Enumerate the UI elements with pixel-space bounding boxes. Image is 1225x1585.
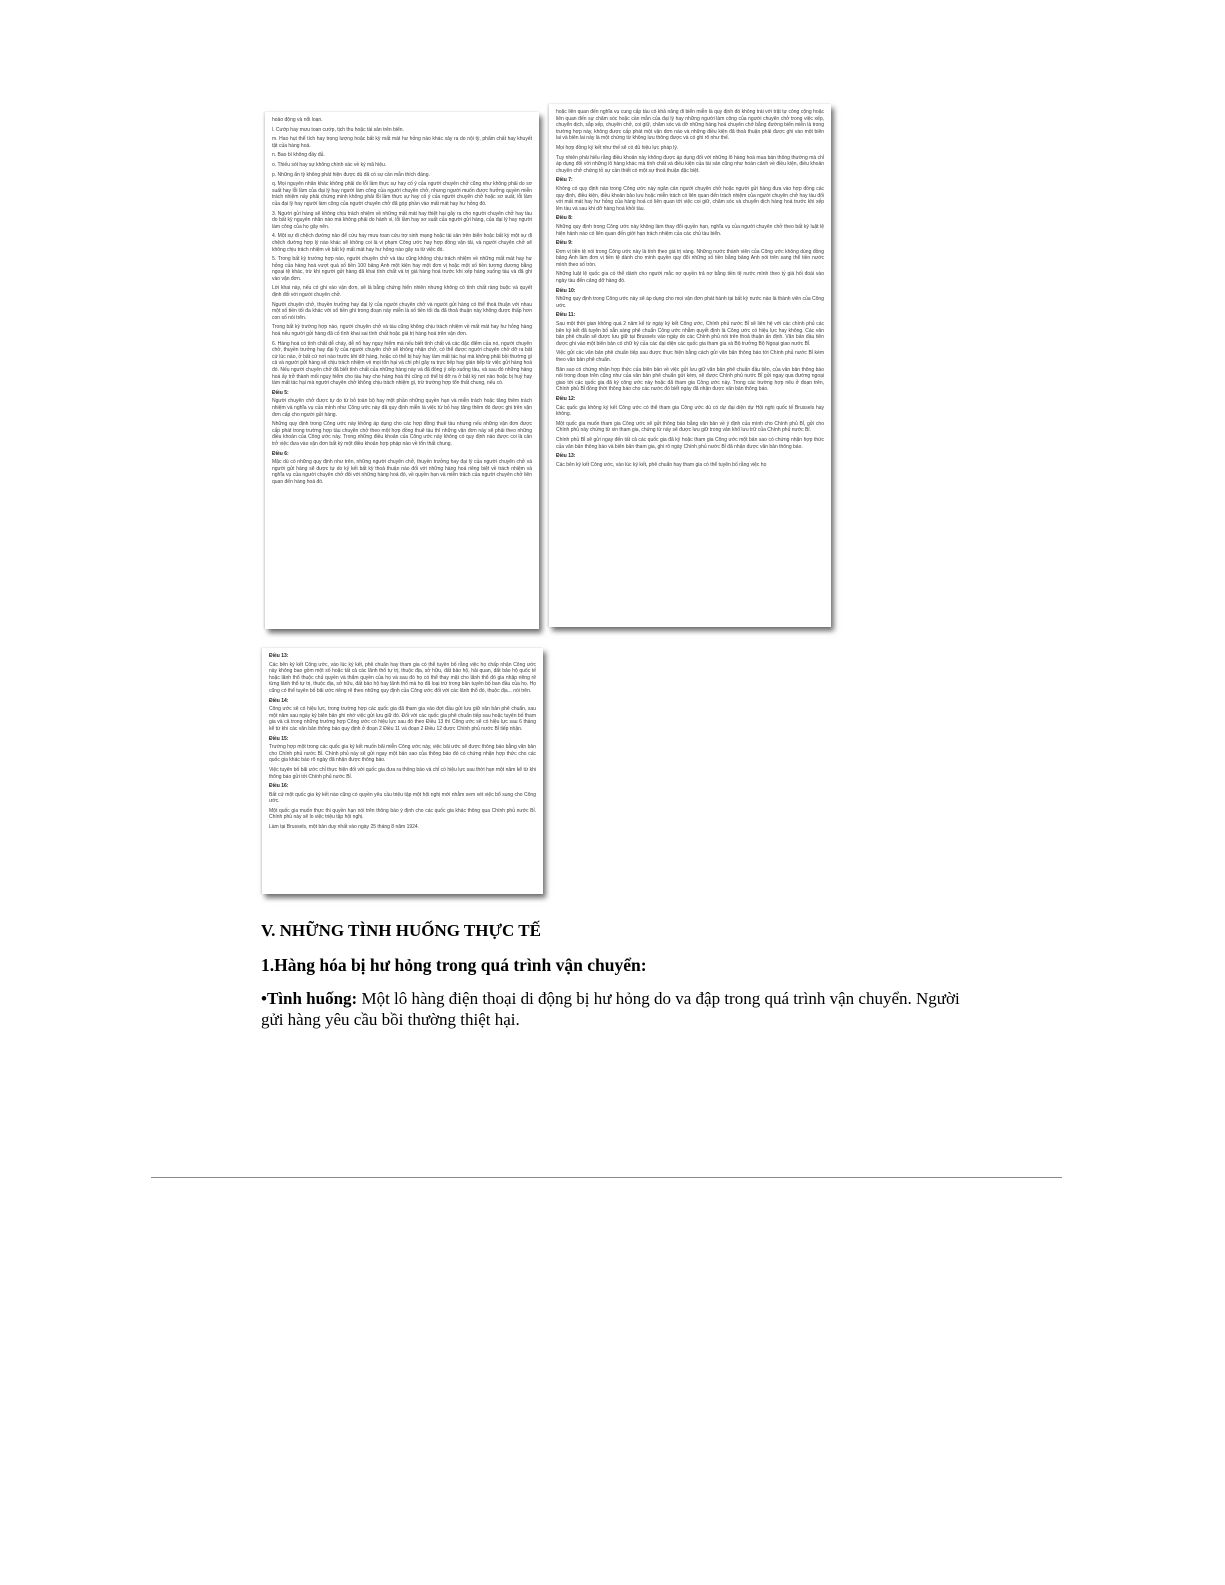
section-title: V. NHỮNG TÌNH HUỐNG THỰC TẾ xyxy=(261,921,541,940)
scan-paragraph: Điều 7: xyxy=(556,177,573,184)
scan-paragraph: Các quốc gia không ký kết Công ước có thể tham gia Công ước dù có dự đại diện dự Hội nghị quốc tế Brussels hay không. xyxy=(556,404,824,418)
scan-paragraph: Tuy nhiên phải hiểu rằng điều khoản này không được áp dụng đối với những lô hàng hoá mua bán thông thường mà chỉ áp dụng đối với những lô hàng khác mà tính chất và điều kiện của tài sản cũng như hoàn cảnh về điều kiện, điều khoản chuyên chở chứng tỏ sự cần thiết có một sự thoả thuận đặc biệt. xyxy=(556,154,824,174)
scan-paragraph: 3. Người gửi hàng sẽ không chịu trách nhiệm về những mất mát hay thiệt hại gây ra cho người chuyên chở hay tàu do bất kỳ nguyên nhân nào mà không phải do hành vi, lỗi lầm hay sơ suất của người gửi hàng, của đại lý hay người làm công của họ gây nên. xyxy=(272,210,532,230)
case-description xyxy=(261,988,981,1030)
scan-paragraph: Trong bất kỳ trường hợp nào, người chuyên chở và tàu cũng không chịu trách nhiệm về mất mát hay hư hỏng hàng hoá nếu người gửi hàng đã cố tình khai sai tính chất hoặc giá trị hàng hoá trên vận đơn. xyxy=(272,324,532,338)
scan-paragraph: Sau một thời gian không quá 2 năm kể từ ngày ký kết Công ước, Chính phủ nước Bỉ sẽ liên hệ với các chính phủ các bên ký kết đã tuyên bố sẵn sàng phê chuẩn Công ước nhằm quyết định là Công ước có hiệu lực hay không. Các văn bản phê chuẩn sẽ được lưu giữ tại Brussels vào ngày do các Chính phủ nói trên thoả thuận ấn định. Văn bản đầu tiên được ghi vào một biên bản có chữ ký của các đại diện các quốc gia tham gia và Bộ trưởng Bộ Ngoại giao nước Bỉ. xyxy=(556,321,824,347)
scan-paragraph: 4. Một sự đi chệch đường nào để cứu hay mưu toan cứu trợ sinh mạng hoặc tài sản trên biển hoặc bất kỳ một sự đi chệch đường hợp lý nào khác sẽ không coi là vi phạm Công ước hay hợp đồng vận tải, và người chuyên chở sẽ không chịu trách nhiệm về bất kỳ mất mát hay hư hỏng nào gây ra từ việc đó. xyxy=(272,233,532,253)
scan-paragraph: Điều 12: xyxy=(556,395,576,402)
scan-paragraph: Điều 16: xyxy=(269,783,289,790)
scan-paragraph: Lời khai này, nếu có ghi vào vận đơn, sẽ là bằng chứng hiển nhiên nhưng không có tính chất ràng buộc và quyết định đối với người chuyên chở. xyxy=(272,285,532,299)
scan-paragraph: 5. Trong bất kỳ trường hợp nào, người chuyên chở và tàu cũng không chịu trách nhiệm về những mất mát hay hư hỏng của hàng hoá vượt quá số tiền 100 bảng Anh một kiện hay một đơn vị hoặc một số tiền tương đương bằng ngoại tệ khác, trừ khi người gửi hàng đã khai tính chất và trị giá hàng hoá trước khi xếp hàng xuống tàu và đã ghi vào vận đơn. xyxy=(272,256,532,282)
scan-paragraph: Một quốc gia muốn thực thi quyền hạn nói trên thông báo ý định cho các quốc gia khác thông qua Chính phủ nước Bỉ. Chính phủ này sẽ lo việc triệu tập hội nghị. xyxy=(269,807,536,821)
scan-paragraph: Những quy định trong Công ước này không áp dụng cho các hợp đồng thuê tàu nhưng nếu những vận đơn được cấp phát trong trường hợp tàu chuyên chở theo một hợp đồng thuê tàu thì những vận đơn này sẽ phải theo những điều khoản của Công ước này. Trong những điều khoản của Công ước này không có quy định nào được coi là cản trở việc đưa vào vận đơn bất kỳ một điều khoản hợp pháp nào về tổn thất chung. xyxy=(272,421,532,447)
scan-paragraph: Điều 13: xyxy=(556,453,576,460)
case-text: Một lô hàng điện thoại di động bị hư hỏng do va đập trong quá trình vận chuyển. Người gửi hàng yêu cầu bồi thường thiệt hại. xyxy=(261,989,960,1029)
scan-paragraph: Điều 14: xyxy=(269,697,289,704)
scan-paragraph: Đơn vị tiền tệ nói trong Công ước này là tính theo giá trị vàng. Những nước thành viên của Công ước không dùng đồng bảng Anh làm đơn vị tiền tệ dành cho mình quyền quy đổi những số tiền bằng bảng Anh nói trên sang thể tiền nước mình theo số tròn. xyxy=(556,248,824,268)
scan-paragraph: Việc gửi các văn bản phê chuẩn tiếp sau được thực hiện bằng cách gửi văn bản thông báo tới Chính phủ nước Bỉ kèm theo văn bản phê chuẩn. xyxy=(556,350,824,363)
case-title: 1.Hàng hóa bị hư hỏng trong quá trình vận chuyển: xyxy=(261,955,647,975)
scanned-page-left xyxy=(265,112,539,629)
scan-paragraph: 6. Hàng hoá có tính chất dễ cháy, dễ nổ hay nguy hiểm mà nếu biết tính chất và các đặc điểm của nó, người chuyên chở, thuyền trưởng hay đại lý của người chuyên chở sẽ không nhận chở, có thể được người chuyên chở dỡ ra bất cứ lúc nào, ở bất cứ nơi nào trước khi dỡ hàng, hoặc có thể bị huỷ hay làm mất tác hại mà không phải bồi thường gì cả và người gửi hàng sẽ chịu trách nhiệm về mọi tổn hại và chi phí gây ra trực tiếp hay gián tiếp từ việc gửi hàng hoá đó. Nếu người chuyên chở đã biết tính chất của những hàng này và đã đồng ý xếp xuống tàu, và sau đó những hàng hoá ấy trở thành mối nguy hiểm cho tàu hay cho hàng hoá thì cũng có thể bị dỡ ra ở bất kỳ nơi nào hoặc bị huỷ hay làm mất tác hại mà người chuyên chở không chịu trách nhiệm gì, trừ trường hợp tổn thất chung, nếu có. xyxy=(272,340,532,387)
scan-paragraph: Điều 13: xyxy=(269,653,289,659)
scan-paragraph: Công ước sẽ có hiệu lực, trong trường hợp các quốc gia đã tham gia vào đợt đầu gửi lưu giữ văn bản phê chuẩn, sau một năm sau ngày ký biên bản ghi nhớ việc gửi lưu giữ đó. Đối với các quốc gia phê chuẩn tiếp sau hoặc tuyên bố tham gia và cả trong những trường hợp Công ước có hiệu lực sau đó theo Điều 13 thì Công ước sẽ có hiệu lực sau 6 tháng kể từ khi các văn bản thông báo quy định ở đoạn 2 Điều 11 và đoạn 2 Điều 12 được Chính phủ nước Bỉ tiếp nhận. xyxy=(269,706,536,732)
scan-paragraph: n. Bao bì không đầy đủ. xyxy=(272,152,325,159)
scan-paragraph: Các bên ký kết Công ước, vào lúc ký kết, phê chuẩn hay tham gia có thể tuyên bố rằng việc họ xyxy=(556,461,767,468)
scan-paragraph: Điều 5: xyxy=(272,389,289,396)
scan-paragraph: Làm tại Brussels, một bản duy nhất vào ngày 25 tháng 8 năm 1924. xyxy=(269,824,420,831)
scan-paragraph: Những quy định trong Công ước này sẽ áp dụng cho mọi vận đơn phát hành tại bất kỳ nước nào là thành viên của Công ước. xyxy=(556,296,824,309)
scanned-page-right xyxy=(549,104,831,627)
scan-paragraph: hoặc liên quan đến nghĩa vụ cung cấp tàu có khả năng đi biển miễn là quy định đó không trái với trật tự công cộng hoặc liên quan đến sự chăm sóc hoặc cần mẫn của đại lý hay những người làm công của người chuyên chở trong việc xếp, chuyển dịch, sắp xếp, chuyên chở, coi giữ, chăm sóc và dỡ những hàng hoá chuyên chở bằng đường biển miễn là trong trường hợp này, không được cấp phát một vận đơn nào và những điều kiện đã thoả thuận phải được ghi vào một biên lai và biên lai này là một chứng từ không lưu thông được và có ghi rõ như thế. xyxy=(556,109,824,142)
scan-paragraph: p. Những ẩn tỳ không phát hiện được dù đã có sự cần mẫn thích đáng. xyxy=(272,171,430,178)
scan-paragraph: hoảo động và nổi loạn. xyxy=(272,117,323,123)
scan-paragraph: Mọi hợp đồng ký kết như thế sẽ có đủ hiệu lực pháp lý. xyxy=(556,144,679,151)
scan-paragraph: Bản sao có chứng nhận hợp thức của biên bản về việc gửi lưu giữ văn bản phê chuẩn đầu tiên, của văn bản thông báo nói trong đoạn trên cũng như của văn bản phê chuẩn gửi kèm, sẽ được Chính phủ nước Bỉ gửi ngay qua đường ngoại giao tới các quốc gia đã ký công ước này hoặc đã tham gia Công ước này. Trong các trường hợp nêu ở đoạn trên, Chính phủ Bỉ đồng thời thông báo cho các nước đó biết ngày đã nhận được văn bản thông báo. xyxy=(556,366,824,393)
scan-paragraph: m. Hao hụt thể tích hay trọng lượng hoặc bất kỳ mất mát hư hỏng nào khác xảy ra do nội tỳ, phẩm chất hay khuyết tật của hàng hoá. xyxy=(272,136,532,149)
scan-paragraph: Điều 11: xyxy=(556,312,576,319)
scan-paragraph: Điều 9: xyxy=(556,240,573,247)
scan-paragraph: Điều 6: xyxy=(272,450,289,457)
scan-paragraph: Điều 15: xyxy=(269,735,289,742)
scan-paragraph: Những quy định trong Công ước này không làm thay đổi quyền hạn, nghĩa vụ của người chuyên chở theo bất kỳ luật lệ hiện hành nào có liên quan đến giới hạn trách nhiệm của các chủ tàu biển. xyxy=(556,223,824,237)
scan-paragraph: Điều 8: xyxy=(556,215,573,222)
scan-paragraph: l. Cướp hay mưu toan cướp, tịch thu hoặc tài sản trên biển. xyxy=(272,126,404,133)
scan-paragraph: o. Thiếu sót hay sự không chính xác về ký mã hiệu. xyxy=(272,161,387,168)
scan-paragraph: Những luật lệ quốc gia có thể dành cho người mắc nợ quyền trả nợ bằng tiền tệ nước mình theo tỷ giá hối đoái vào ngày tàu đến cảng dỡ hàng đó. xyxy=(556,271,824,285)
scan-paragraph: Bất cứ một quốc gia ký kết nào cũng có quyền yêu cầu triệu tập một hội nghị mới nhằm xem xét việc bổ sung cho Công ước. xyxy=(269,791,536,805)
case-lead-label: •Tình huống: xyxy=(261,989,358,1008)
scanned-page-bottom xyxy=(262,648,543,894)
scan-paragraph: Điều 10: xyxy=(556,287,576,294)
scan-paragraph: Người chuyên chở được tự do từ bỏ toàn bộ hay một phần những quyền hạn và miễn trách hoặc tăng thêm trách nhiệm và nghĩa vụ của mình như Công ước này đã quy định miễn là việc từ bỏ hay tăng thêm đó được ghi trên vận đơn cấp cho người gửi hàng. xyxy=(272,398,532,418)
scan-paragraph: Không có quy định nào trong Công ước này ngăn cản người chuyên chở hoặc người gửi hàng đưa vào hợp đồng các quy định, điều kiện, điều khoản bảo lưu hoặc miễn trách có liên quan đến trách nhiệm của người chuyên chở hay tàu đối với mất mát hay hư hỏng của hàng hoá có liên quan tới việc coi giữ, chăm sóc và chuyển dịch hàng hoá trước khi xếp lên tàu và sau khi dỡ hàng hoá khỏi tàu. xyxy=(556,185,824,212)
scan-paragraph: Việc tuyên bố bãi ước chỉ thực hiện đối với quốc gia đưa ra thông báo và chỉ có hiệu lực sau thời hạn một năm kể từ khi thông báo gửi tới Chính phủ nước Bỉ. xyxy=(269,766,536,780)
scan-paragraph: Chính phủ Bỉ sẽ gửi ngay đến tất cả các quốc gia đã ký hoặc tham gia Công ước một bản sao có chứng nhận hợp thức của văn bản thông báo và biên bản tham gia, ghi rõ ngày Chính phủ nước Bỉ đã nhận được văn bản thông báo. xyxy=(556,436,824,450)
scan-paragraph: Trường hợp một trong các quốc gia ký kết muốn bãi miễn Công ước này, việc bãi ước sẽ được thông báo bằng văn bản cho Chính phủ nước Bỉ. Chính phủ này sẽ gửi ngay một bản sao của thông báo đó có chứng nhận hợp thức cho các quốc gia khác báo rõ ngày đã nhận được thông báo. xyxy=(269,744,536,764)
scan-paragraph: Một quốc gia muốn tham gia Công ước sẽ gửi thông báo bằng văn bản về ý định của mình cho Chính phủ Bỉ, gửi cho Chính phủ này chứng từ xin tham gia, chứng từ này sẽ được lưu giữ trong văn khố lưu trữ của Chính phủ nước Bỉ. xyxy=(556,420,824,434)
scan-paragraph: Người chuyên chở, thuyền trưởng hay đại lý của người chuyên chở và người gửi hàng có thể thoả thuận với nhau một số tiền tối đa khác với số tiền ghi trong đoạn này miễn là số tiền tối đa đã thoả thuận này không được thấp hơn con số nói trên. xyxy=(272,301,532,321)
scan-paragraph: Mặc dù có những quy định như trên, những người chuyên chở, thuyền trưởng hay đại lý của người chuyên chở và người gửi hàng sẽ được tự do ký kết bất kỳ thoả thuận nào đối với những hàng hoá riêng biệt về trách nhiệm và nghĩa vụ của người chuyên chở đối với những hàng hoá đó, về quyền hạn và miễn trách của người chuyên chở liên quan đến hàng hoá đó. xyxy=(272,459,532,485)
scan-paragraph: Các bên ký kết Công ước, vào lúc ký kết, phê chuẩn hay tham gia có thể tuyên bố rằng việc họ chấp nhận Công ước này không bao gồm một số hoặc tất cả các lãnh thổ tự trị, thuộc địa, sở hữu, đất bảo hộ, hải quan, đất bảo hộ quốc tế hoặc lãnh thổ thuộc chủ quyền và thẩm quyền của họ và sau đó họ có thể thay mặt cho lãnh thổ đó gia nhập riêng rẽ từng lãnh thổ tự trị, thuộc địa, sở hữu, đất bảo hộ hay lãnh thổ mà họ đã loại trừ trong bản tuyên bố ban đầu của họ. Họ cũng có thể tuyên bố bãi ước riêng rẽ theo những quy định của Công ước đối với các lãnh thổ đó, thuộc địa... nói trên. xyxy=(269,661,536,694)
footer-divider xyxy=(151,1177,1062,1178)
scan-paragraph: q. Mọi nguyên nhân khác không phải do lỗi lầm thực sự hay cố ý của người chuyên chở cũng như không phải do sơ suất hay lỗi lầm của đại lý hay người làm công của người chuyên chở, nhưng người muốn được hưởng quyền miễn trách nhiệm này phải chứng minh không phải lỗi lầm thực sự hay cố ý của người chuyên chở hoặc sơ suất, lỗi lầm của đại lý hay người làm công của người chuyên chở đã góp phần vào mất mát hay hư hỏng đó. xyxy=(272,181,532,207)
